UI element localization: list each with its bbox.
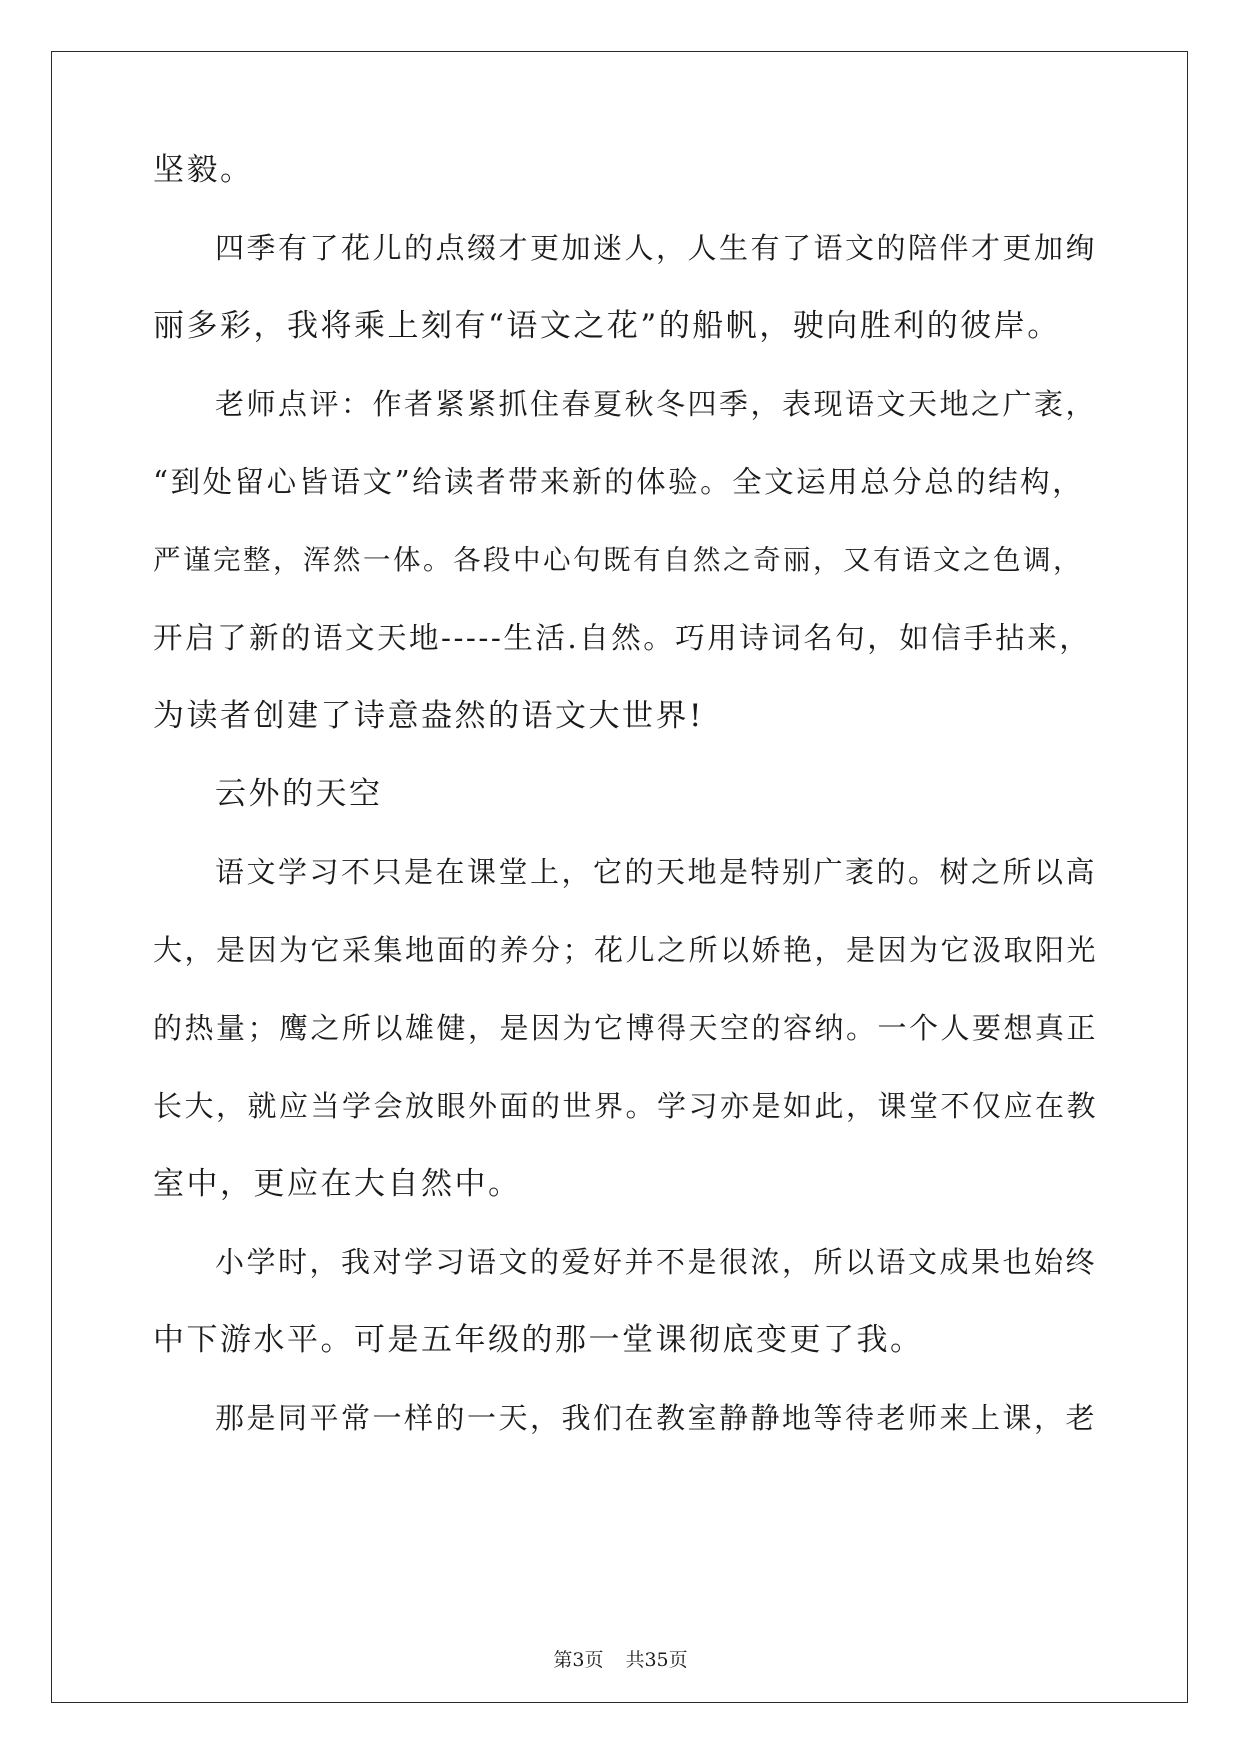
text-line: 为读者创建了诗意盎然的语文大世界!	[153, 698, 704, 734]
text-line: 那是同平常一样的一天，我们在教室静静地等待老师来上课，老	[215, 1401, 1098, 1435]
text-line: “到处留心皆语文”给读者带来新的体验。全文运用总分总的结构，	[153, 465, 1085, 499]
text-line: 长大，就应当学会放眼外面的世界。学习亦是如此，课堂不仅应在教	[153, 1089, 1099, 1123]
page-total: 共35页	[625, 1649, 688, 1671]
text-line: 老师点评：作者紧紧抓住春夏秋冬四季，表现语文天地之广袤，	[215, 387, 1098, 421]
text-line: 严谨完整，浑然一体。各段中心句既有自然之奇丽，又有语文之色调，	[153, 544, 1083, 576]
text-line: 坚毅。	[153, 152, 254, 188]
page-number: 第3页	[553, 1649, 604, 1671]
text-line: 室中，更应在大自然中。	[153, 1166, 522, 1202]
text-line: 小学时，我对学习语文的爱好并不是很浓，所以语文成果也始终	[215, 1245, 1098, 1279]
text-line: 四季有了花儿的点缀才更加迷人，人生有了语文的陪伴才更加绚	[215, 231, 1098, 265]
text-line: 丽多彩，我将乘上刻有“语文之花”的船帆，驶向胜利的彼岸。	[153, 308, 1061, 344]
section-title: 云外的天空	[215, 776, 383, 812]
text-line: 开启了新的语文天地-----生活.自然。巧用诗词名句，如信手拈来，	[153, 621, 1092, 655]
text-line: 语文学习不只是在课堂上，它的天地是特别广袤的。树之所以高	[215, 855, 1098, 889]
text-line: 中下游水平。可是五年级的那一堂课彻底变更了我。	[153, 1322, 924, 1358]
text-line: 的热量；鹰之所以雄健，是因为它博得天空的容纳。一个人要想真正	[153, 1011, 1099, 1045]
text-line: 大，是因为它采集地面的养分；花儿之所以娇艳，是因为它汲取阳光	[153, 933, 1099, 967]
page-footer	[0, 1648, 1241, 1672]
